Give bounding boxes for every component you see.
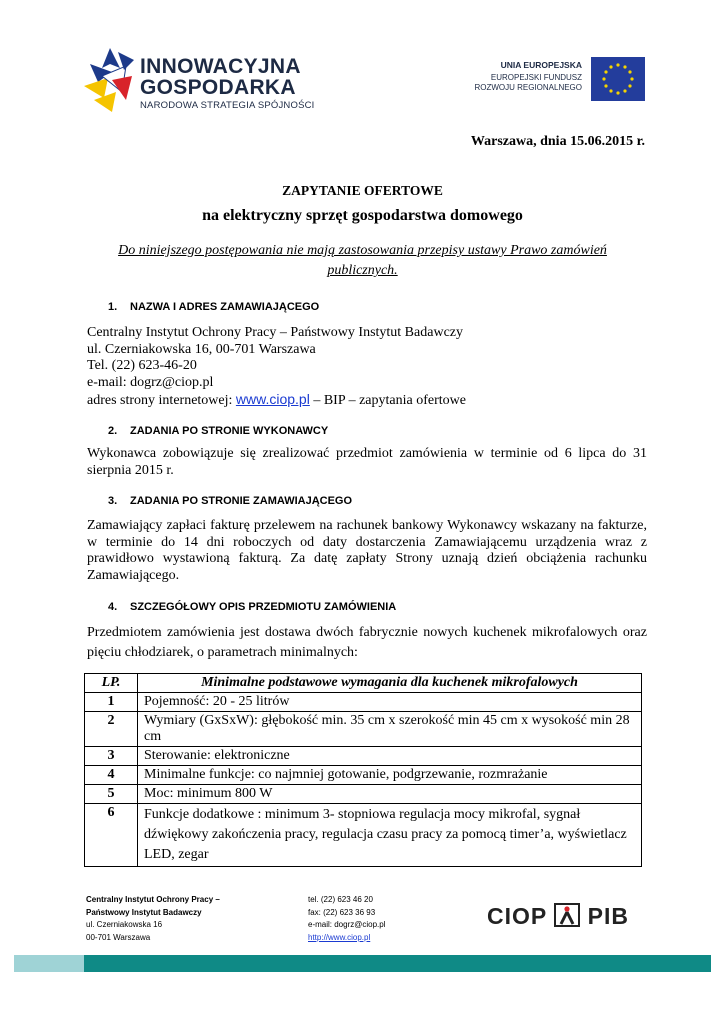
address-line: Tel. (22) 623-46-20 [87,358,197,373]
section-title: SZCZEGÓŁOWY OPIS PRZEDMIOTU ZAMÓWIENIA [130,601,397,613]
column-header-lp: LP. [85,674,138,693]
row-text: Moc: minimum 800 W [138,785,642,804]
legal-notice: Do niniejszego postępowania nie mają zastosowania przepisy ustawy Prawo zamówień publicznych. [118,243,607,278]
web-suffix: – BIP – zapytania ofertowe [309,393,466,408]
footer-address [86,894,220,944]
section-number: 2. [108,425,118,437]
eu-text-fund [462,73,582,92]
footer-institute-line1: Centralny Instytut Ochrony Pracy – [86,895,220,904]
ciop-pib-logo [487,903,629,930]
row-number: 1 [85,693,138,712]
ciop-website-link[interactable]: www.ciop.pl [235,391,310,407]
footer-tel: tel. (22) 623 46 20 [308,895,373,904]
section-number: 1. [108,301,118,313]
section-heading-1 [108,301,319,313]
address-block [87,325,647,410]
innowacyjna-gospodarka-emblem [82,46,138,114]
table-row [85,693,642,712]
section-3-text: Zamawiający zapłaci fakturę przelewem na rachunek bankowy Wykonawcy wskazany na fakturze, w terminie do 14 dni roboczych od daty dostarczenia Zamawiającemu urządzenia wraz z prawidłowo wystawioną fakturą. Za datę zapłaty Strony uznają dzień obciążenia rachunku Zamawiającego. [87,518,647,583]
section-number: 4. [108,601,118,613]
column-header-requirements: Minimalne podstawowe wymagania dla kuchenek mikrofalowych [138,674,642,693]
footer-fax: fax: (22) 623 36 93 [308,907,376,917]
section-2-text: Wykonawca zobowiązuje się zrealizować przedmiot zamówienia w terminie od 6 lipca do 31 sierpnia 2015 r. [87,446,647,478]
table-row [85,785,642,804]
section-title: ZADANIA PO STRONIE ZAMAWIAJĄCEGO [130,495,353,507]
document-subtitle: na elektryczny sprzęt gospodarstwa domowego [202,207,523,224]
section-heading-2 [108,425,328,437]
row-number: 3 [85,747,138,766]
footer-contact [308,894,385,944]
address-line: e-mail: dogrz@ciop.pl [87,374,214,390]
address-web-line [87,391,647,410]
row-number: 6 [85,804,138,867]
footer-website-link[interactable]: http://www.ciop.pl [308,932,371,942]
row-number: 4 [85,766,138,785]
eu-text-fund-line2: ROZWOJU REGIONALNEGO [474,82,582,92]
row-text: Wymiary (GxSxW): głębokość min. 35 cm x szerokość min 45 cm x wysokość min 28 cm [138,712,642,747]
section-title: NAZWA I ADRES ZAMAWIAJĄCEGO [130,301,320,313]
footer-bar-light [14,955,84,972]
table-row [85,712,642,747]
logo-text-gospodarka: GOSPODARKA [140,76,296,99]
logo-text-innowacyjna: INNOWACYJNA [140,55,301,78]
row-text: Sterowanie: elektroniczne [138,747,642,766]
table-header-row [85,674,642,693]
eu-stars-icon [591,57,645,101]
section-heading-4 [108,601,396,613]
logo-text-strategia: NARODOWA STRATEGIA SPÓJNOŚCI [140,100,315,111]
section-heading-3 [108,495,352,507]
document-date: Warszawa, dnia 15.06.2015 r. [470,134,645,149]
document-title: ZAPYTANIE OFERTOWE [282,183,443,198]
section-title: ZADANIA PO STRONIE WYKONAWCY [130,425,329,437]
row-number: 5 [85,785,138,804]
table-row [85,747,642,766]
row-text: Pojemność: 20 - 25 litrów [138,693,642,712]
footer-street: ul. Czerniakowska 16 [86,920,163,929]
row-number: 2 [85,712,138,747]
table-row [85,766,642,785]
pib-logo-text: PIB [587,903,629,929]
table-row [85,804,642,867]
footer-email: e-mail: dogrz@ciop.pl [308,920,386,929]
worker-icon [554,903,580,927]
row-text: Minimalne funkcje: co najmniej gotowanie, podgrzewanie, rozmrażanie [138,766,642,785]
eu-text-fund-line1: EUROPEJSKI FUNDUSZ [490,73,582,82]
address-line: Centralny Instytut Ochrony Pracy – Państwowy Instytut Badawczy [87,325,463,340]
eu-text-union: UNIA EUROPEJSKA [500,60,582,70]
web-prefix: adres strony internetowej: [87,393,236,408]
section-number: 3. [108,495,118,507]
footer-city: 00-701 Warszawa [86,932,151,942]
address-line: ul. Czerniakowska 16, 00-701 Warszawa [87,341,316,357]
ciop-logo-text: CIOP [487,903,547,929]
requirements-table [84,673,642,867]
footer-institute-line2: Państwowy Instytut Badawczy [86,907,202,917]
footer-bar-dark [84,955,711,972]
section-4-text: Przedmiotem zamówienia jest dostawa dwóch fabrycznie nowych kuchenek mikrofalowych oraz pięciu chłodziarek, o parametrach minimalnych: [87,625,647,660]
eu-flag [591,57,645,101]
row-text: Funkcje dodatkowe : minimum 3- stopniowa regulacja mocy mikrofal, sygnał dźwiękowy zakończenia pracy, regulacja czasu pracy za pomocą timer’a, wyświetlacz LED, zegar [138,804,642,867]
